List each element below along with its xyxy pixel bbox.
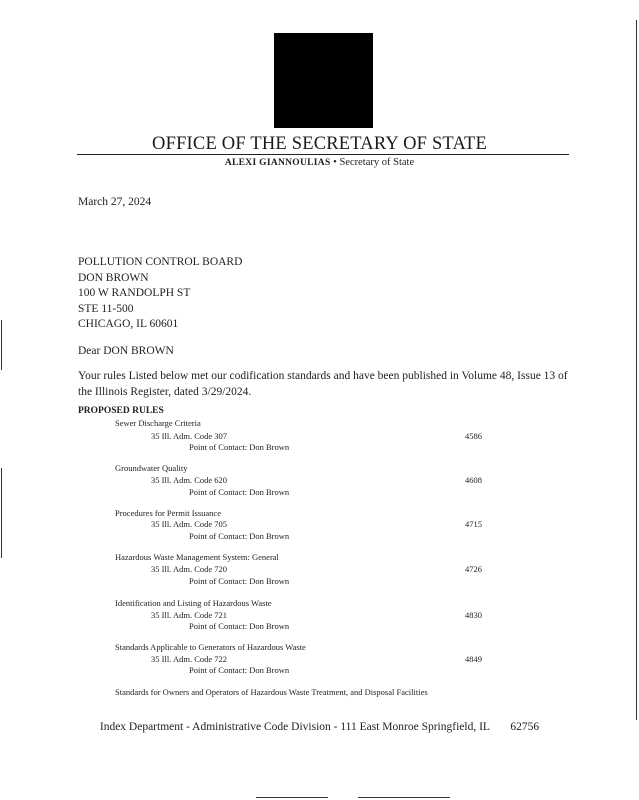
scan-bottom-line — [256, 797, 328, 798]
rule-title: Identification and Listing of Hazardous Waste — [115, 598, 272, 608]
address-line: STE 11-500 — [78, 302, 134, 315]
rule-contact: Point of Contact: Don Brown — [189, 665, 290, 675]
rule-code: 35 Ill. Adm. Code 620 — [151, 475, 228, 485]
rule-page: 4849 — [465, 654, 482, 664]
letter-body: Your rules Listed below met our codification standards and have been published in Volume 48, Issue 13 of the Illinois Register, dated 3/29/2024. — [78, 370, 568, 398]
rule-title: Procedures for Permit Issuance — [115, 508, 221, 518]
footer-text: Index Department - Administrative Code Division - 111 East Monroe Springfield, IL — [99, 721, 490, 733]
rule-contact: Point of Contact: Don Brown — [189, 576, 290, 586]
letter-date: March 27, 2024 — [78, 196, 152, 208]
rule-code: 35 Ill. Adm. Code 307 — [151, 431, 228, 441]
rule-contact: Point of Contact: Don Brown — [189, 531, 290, 541]
secretary-title: Secretary of State — [339, 157, 415, 168]
rule-code: 35 Ill. Adm. Code 705 — [151, 519, 228, 529]
rule-title: Standards for Owners and Operators of Hazardous Waste Treatment, and Disposal Facilities — [115, 687, 428, 697]
footer — [0, 721, 639, 733]
rule-contact: Point of Contact: Don Brown — [189, 442, 290, 452]
rule-contact: Point of Contact: Don Brown — [189, 621, 290, 631]
address-line: DON BROWN — [78, 271, 149, 284]
section-heading: PROPOSED RULES — [78, 406, 164, 416]
rule-contact: Point of Contact: Don Brown — [189, 487, 290, 497]
scan-edge-line — [636, 20, 637, 720]
bullet-separator: • — [333, 157, 337, 168]
address-line: 100 W RANDOLPH ST — [78, 287, 191, 299]
rule-page: 4830 — [465, 610, 482, 620]
rule-title: Hazardous Waste Management System: General — [115, 552, 279, 562]
scan-edge-line — [1, 468, 2, 558]
footer-zip: 62756 — [510, 721, 540, 733]
rule-page: 4608 — [465, 475, 482, 485]
office-title: OFFICE OF THE SECRETARY OF STATE — [152, 134, 487, 154]
scan-edge-line — [1, 320, 2, 370]
address-line: CHICAGO, IL 60601 — [78, 318, 179, 330]
salutation: Dear DON BROWN — [78, 345, 174, 357]
rule-code: 35 Ill. Adm. Code 722 — [151, 654, 228, 664]
secretary-line — [0, 157, 639, 168]
rule-page: 4726 — [465, 564, 482, 574]
rule-page: 4586 — [465, 431, 482, 441]
secretary-name: ALEXI GIANNOULIAS — [224, 158, 331, 168]
scan-bottom-line — [358, 797, 450, 798]
rule-code: 35 Ill. Adm. Code 720 — [151, 564, 228, 574]
rule-page: 4715 — [465, 519, 482, 529]
letterhead-rule — [77, 154, 569, 155]
rule-title: Standards Applicable to Generators of Hazardous Waste — [115, 642, 306, 652]
rule-code: 35 Ill. Adm. Code 721 — [151, 610, 228, 620]
rule-title: Sewer Discharge Criteria — [115, 418, 201, 428]
recipient-address — [78, 255, 242, 333]
rule-title: Groundwater Quality — [115, 463, 188, 473]
address-line: POLLUTION CONTROL BOARD — [78, 256, 243, 268]
state-seal — [274, 33, 373, 128]
